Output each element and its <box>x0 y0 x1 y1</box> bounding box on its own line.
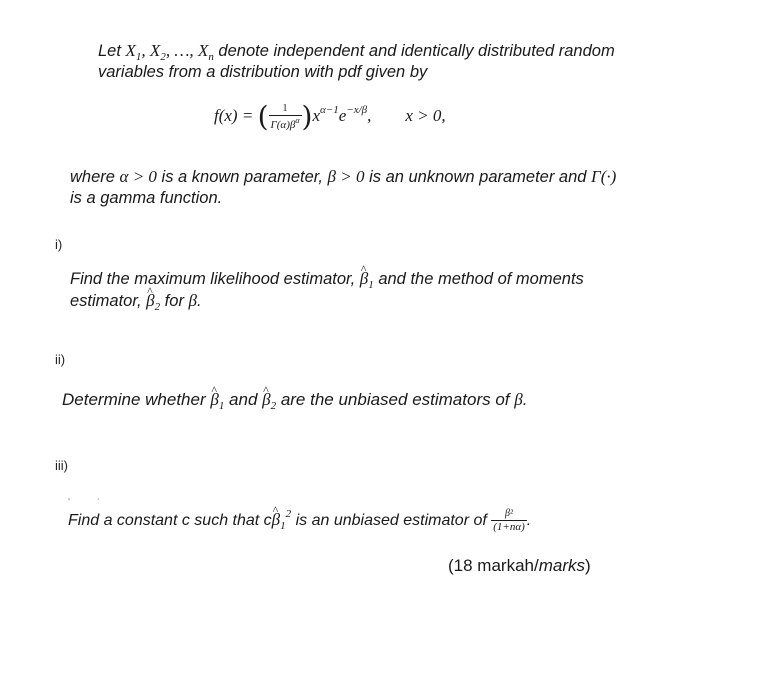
target-fraction: $\frac{\text{β²}}{(1+n\alpha)}$ <box>493 508 525 533</box>
part-ii-label: ii) <box>55 352 66 367</box>
intro-line1-rest: denote independent and identically distributed random <box>213 42 615 60</box>
pdf-formula <box>214 100 446 143</box>
beta-hat-1-ii: ^ $\beta_1$ <box>210 389 224 410</box>
pdf-condition: x > 0, <box>405 106 446 126</box>
part-i-text: Find the maximum likelihood estimator, ^ $\beta_1$ and the method of moments estimator, ^ $\beta_2$ for β. <box>70 268 690 312</box>
beta-hat-1-squared: ^ $\beta_1$ <box>272 509 286 530</box>
beta-hat-2-ii: ^ $\beta_2$ <box>262 389 276 410</box>
part-ii-text: Determine whether ^ $\beta_1$ and ^ $\beta_2$ are the unbiased estimators of β. <box>62 389 712 410</box>
beta-hat-2: ^ $\beta_2$ <box>146 290 160 311</box>
pdf-fraction: $\frac{1}{\Gamma(\alpha)\beta^\alpha}$ <box>270 102 300 131</box>
random-variables: $X_1$, $X_2$, …, $X_n$ <box>125 41 214 63</box>
part-iii-label: iii) <box>55 458 68 473</box>
beta-condition: β > 0 <box>327 167 365 186</box>
pdf-lhs: f(x) = <box>214 106 258 126</box>
marks-label: (18 markah/marks) <box>448 556 591 575</box>
where-line2: is a gamma function. <box>70 189 223 207</box>
intro-line2: variables from a distribution with pdf given by <box>98 63 428 81</box>
intro-paragraph <box>98 40 718 83</box>
where-paragraph: where α > 0 is a known parameter, β > 0 is an unknown parameter and Γ(·) is a gamma function. <box>70 167 617 207</box>
alpha-condition: α > 0 <box>119 167 157 186</box>
intro-let: Let <box>98 42 126 60</box>
left-paren: ( <box>257 100 269 133</box>
stray-mark: ˛ ˏ <box>68 490 100 501</box>
beta-hat-1: ^ $\beta_1$ <box>360 268 374 289</box>
right-paren: ) <box>301 100 313 133</box>
gamma-function: Γ(·) <box>591 167 617 186</box>
part-i-label: i) <box>55 237 63 252</box>
part-iii-text: Find a constant c such that c^ $\beta_1^2$ is an unbiased estimator of $\frac{\text{β²}}{(1+n\alpha)}$ . <box>68 509 708 533</box>
pdf-body: $x^{\alpha-1}e^{-x/\beta}$, <box>312 104 372 126</box>
